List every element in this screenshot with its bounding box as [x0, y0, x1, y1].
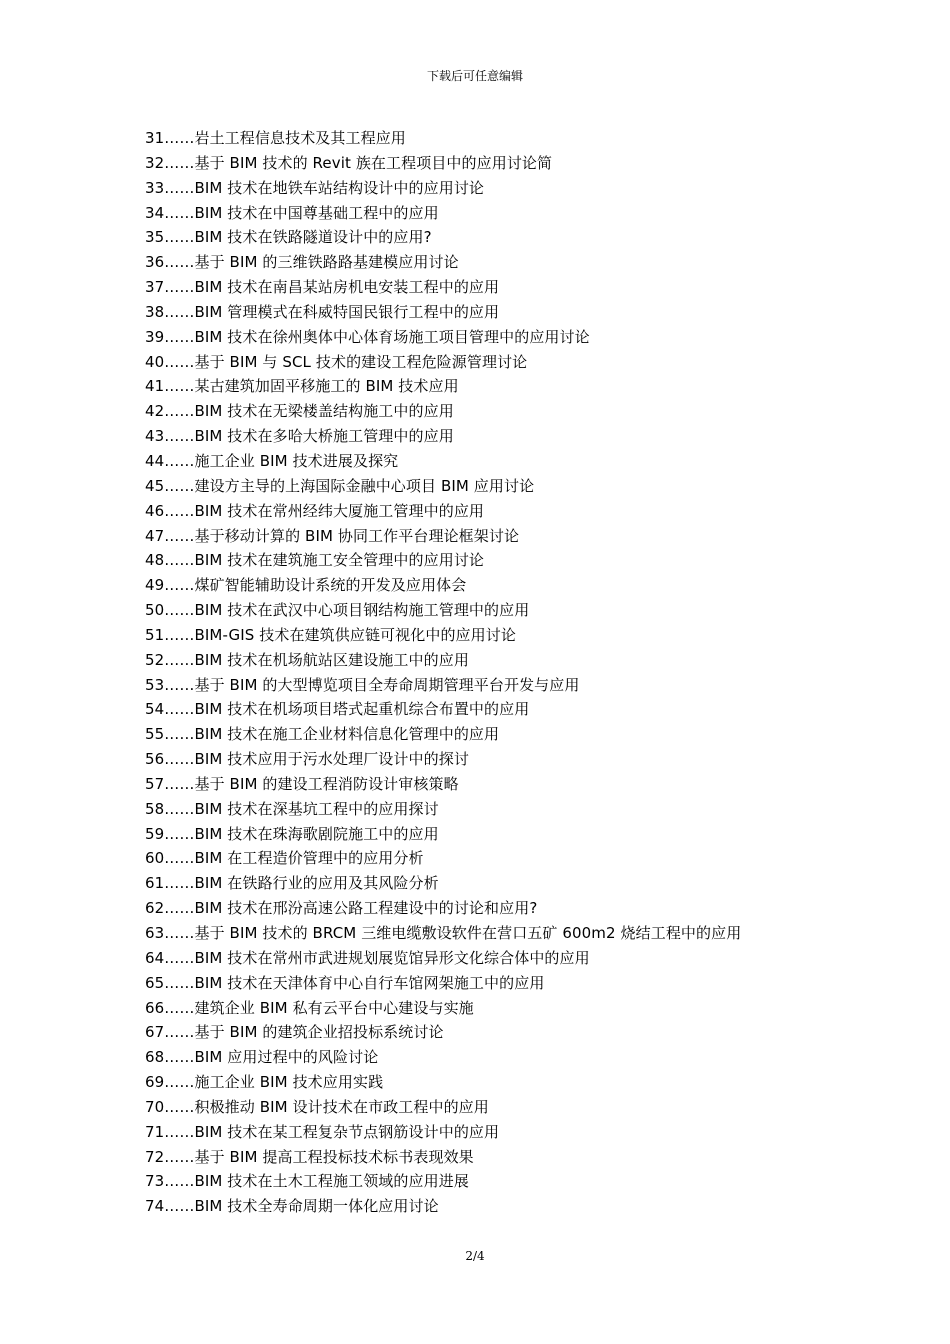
list-item: 37……BIM 技术在南昌某站房机电安装工程中的应用 [145, 278, 500, 297]
list-item: 62……BIM 技术在邢汾高速公路工程建设中的讨论和应用? [145, 899, 538, 918]
list-item: 43……BIM 技术在多哈大桥施工管理中的应用 [145, 427, 454, 446]
list-item: 53……基于 BIM 的大型博览项目全寿命周期管理平台开发与应用 [145, 675, 580, 694]
list-item: 60……BIM 在工程造价管理中的应用分析 [145, 849, 424, 868]
list-item: 35……BIM 技术在铁路隧道设计中的应用? [145, 228, 432, 247]
list-item: 41……某古建筑加固平移施工的 BIM 技术应用 [145, 377, 459, 396]
list-item: 67……基于 BIM 的建筑企业招投标系统讨论 [145, 1023, 444, 1042]
list-item: 71……BIM 技术在某工程复杂节点钢筋设计中的应用 [145, 1122, 500, 1141]
list-item: 52……BIM 技术在机场航站区建设施工中的应用 [145, 650, 469, 669]
list-item: 46……BIM 技术在常州经纬大厦施工管理中的应用 [145, 501, 485, 520]
page-header: 下载后可任意编辑 [426, 69, 523, 83]
list-item: 38……BIM 管理模式在科威特国民银行工程中的应用 [145, 302, 500, 321]
list-item: 39……BIM 技术在徐州奥体中心体育场施工项目管理中的应用讨论 [145, 327, 590, 346]
list-item: 68……BIM 应用过程中的风险讨论 [145, 1048, 379, 1067]
list-item: 31……岩土工程信息技术及其工程应用 [145, 129, 406, 147]
list-item: 64……BIM 技术在常州市武进规划展览馆异形文化综合体中的应用 [145, 948, 590, 967]
list-item: 44……施工企业 BIM 技术进展及探究 [145, 451, 399, 470]
list-item: 72……基于 BIM 提高工程投标技术标书表现效果 [145, 1147, 474, 1166]
list-item: 45……建设方主导的上海国际金融中心项目 BIM 应用讨论 [145, 476, 535, 495]
list-item: 69……施工企业 BIM 技术应用实践 [145, 1073, 384, 1092]
list-item: 40……基于 BIM 与 SCL 技术的建设工程危险源管理讨论 [145, 352, 528, 371]
list-item: 66……建筑企业 BIM 私有云平台中心建设与实施 [145, 998, 474, 1017]
list-item: 73……BIM 技术在土木工程施工领域的应用进展 [145, 1172, 469, 1191]
list-item: 57……基于 BIM 的建设工程消防设计审核策略 [145, 774, 459, 793]
list-item: 59……BIM 技术在珠海歌剧院施工中的应用 [145, 824, 439, 843]
list-item: 42……BIM 技术在无梁楼盖结构施工中的应用 [145, 402, 454, 421]
list-item: 61……BIM 在铁路行业的应用及其风险分析 [145, 874, 439, 893]
reference-list [145, 126, 741, 1219]
list-item: 36……基于 BIM 的三维铁路路基建模应用讨论 [145, 253, 459, 272]
page-number: 2/4 [465, 1249, 485, 1263]
list-item: 70……积极推动 BIM 设计技术在市政工程中的应用 [145, 1097, 489, 1116]
list-item: 32……基于 BIM 技术的 Revit 族在工程项目中的应用讨论简 [145, 153, 553, 172]
list-item: 33……BIM 技术在地铁车站结构设计中的应用讨论 [145, 178, 485, 197]
list-item: 55……BIM 技术在施工企业材料信息化管理中的应用 [145, 725, 500, 744]
list-item: 50……BIM 技术在武汉中心项目钢结构施工管理中的应用 [145, 601, 530, 620]
list-item: 58……BIM 技术在深基坑工程中的应用探讨 [145, 799, 439, 818]
list-item: 34……BIM 技术在中国尊基础工程中的应用 [145, 203, 439, 222]
list-item: 56……BIM 技术应用于污水处理厂设计中的探讨 [145, 750, 469, 769]
list-item: 65……BIM 技术在天津体育中心自行车馆网架施工中的应用 [145, 973, 545, 992]
list-item: 74……BIM 技术全寿命周期一体化应用讨论 [145, 1197, 439, 1216]
list-item: 47……基于移动计算的 BIM 协同工作平台理论框架讨论 [145, 526, 520, 545]
list-item: 49……煤矿智能辅助设计系统的开发及应用体会 [145, 576, 467, 595]
list-item: 63……基于 BIM 技术的 BRCM 三维电缆敷设软件在营口五矿 600m2 烧结工程中的应用 [145, 924, 742, 942]
list-item: 54……BIM 技术在机场项目塔式起重机综合布置中的应用 [145, 700, 530, 719]
list-item: 51……BIM-GIS 技术在建筑供应链可视化中的应用讨论 [145, 625, 516, 644]
list-item: 48……BIM 技术在建筑施工安全管理中的应用讨论 [145, 551, 485, 570]
